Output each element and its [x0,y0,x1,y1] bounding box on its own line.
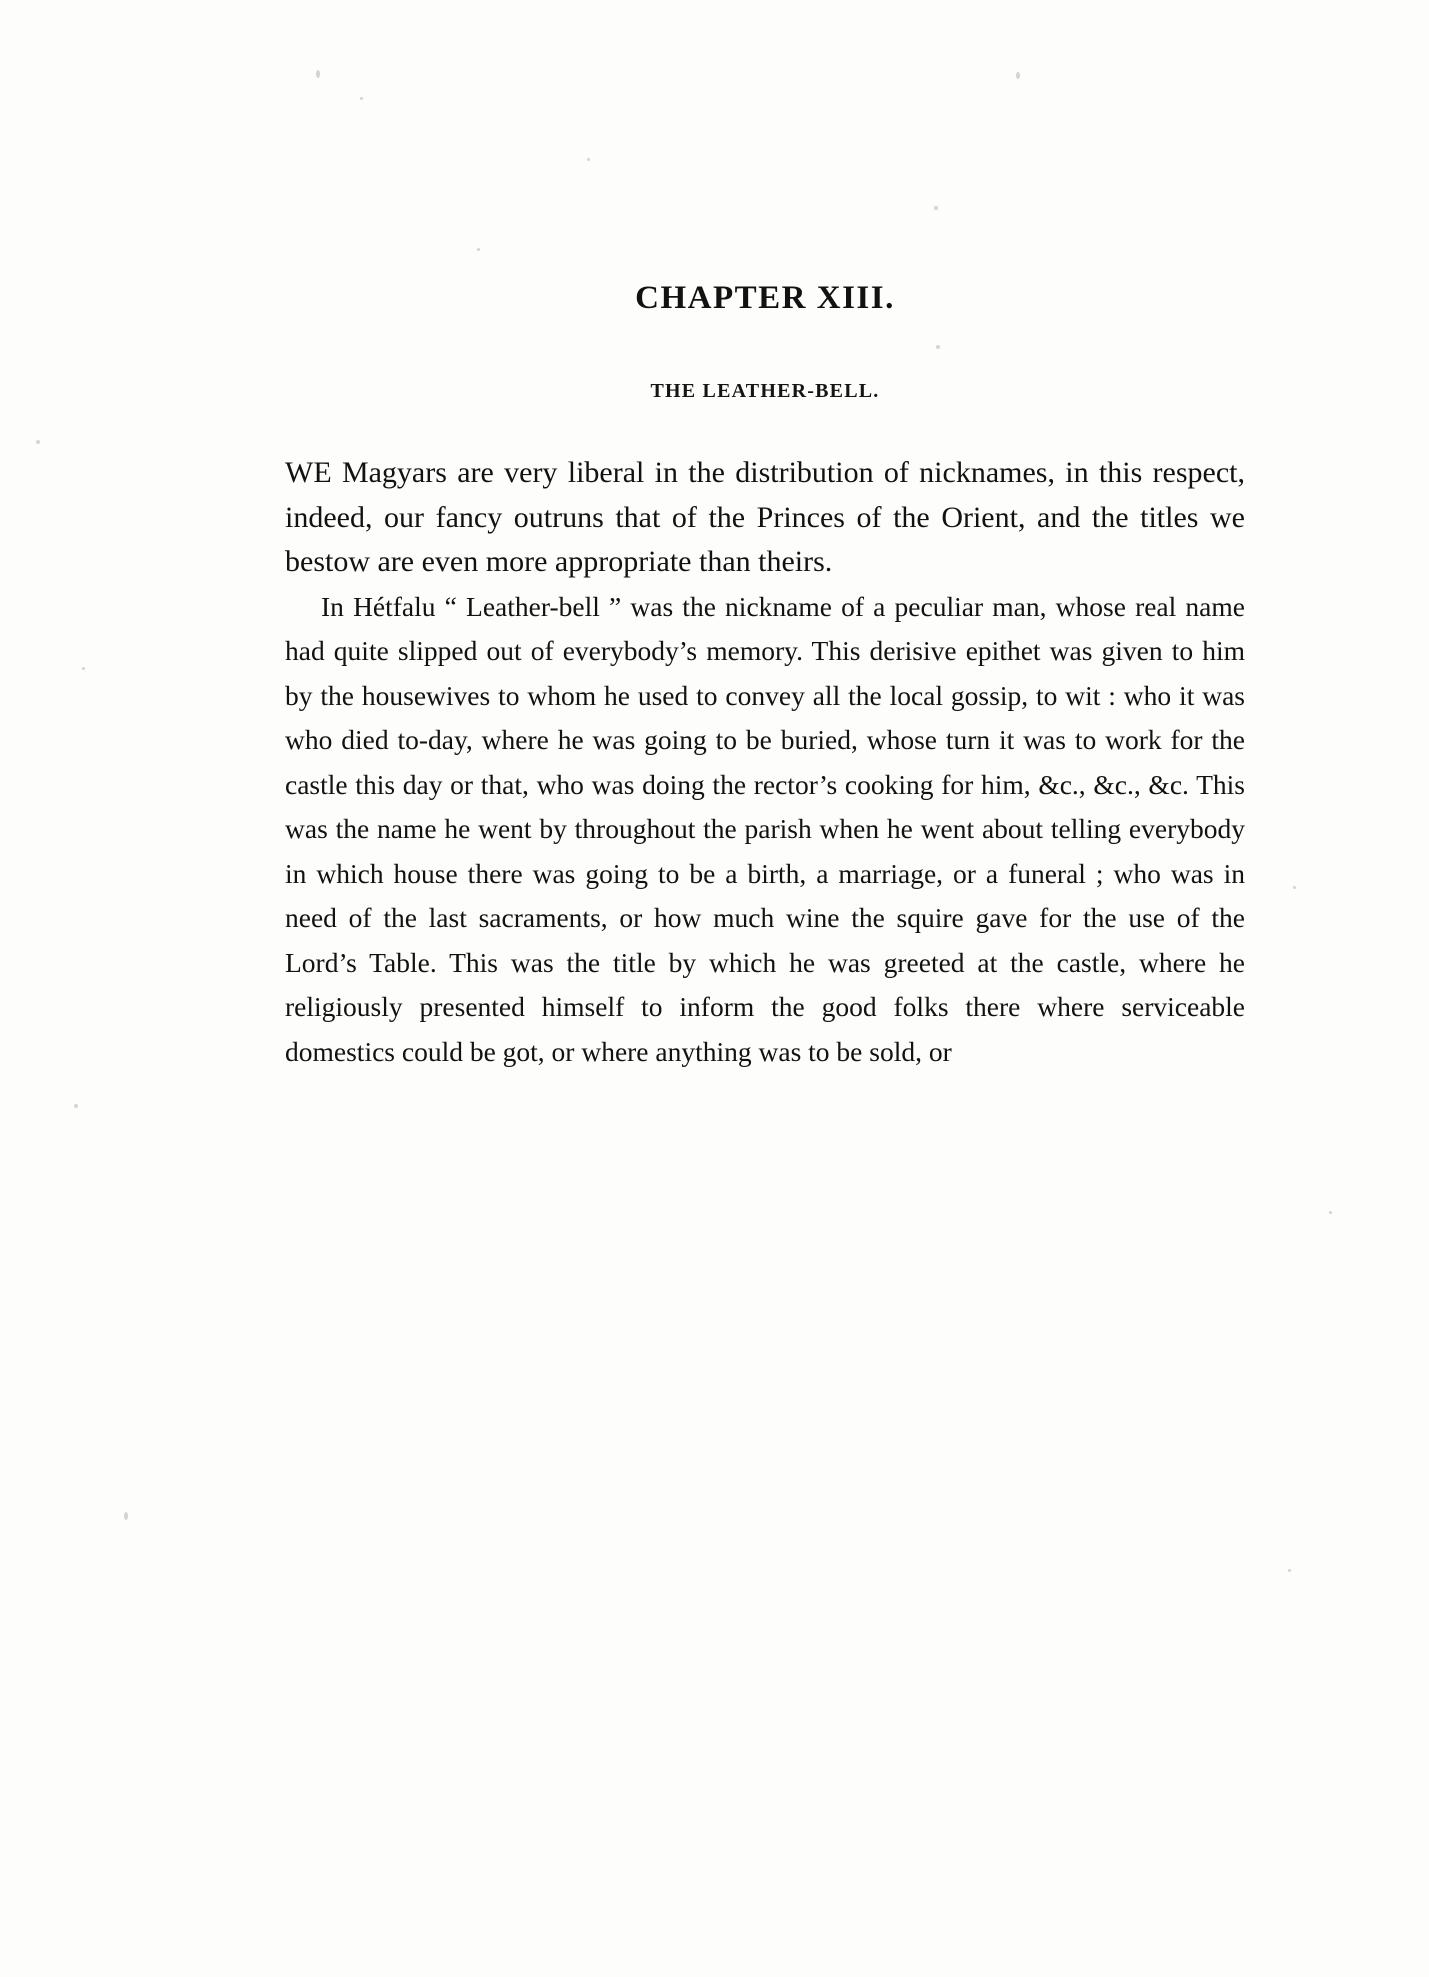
scan-speckle [1288,1569,1291,1572]
scan-speckle [82,667,85,670]
scan-speckle [124,1512,128,1520]
scan-speckle [1293,886,1296,889]
scan-speckle [1016,72,1020,79]
scan-speckle [934,206,938,210]
chapter-title: CHAPTER XIII. [635,280,895,316]
scan-speckle [1329,1211,1332,1214]
scan-speckle [36,440,40,444]
scan-speckle [316,70,320,78]
paragraph-2: In Hétfalu “ Leather-bell ” was the nickname of a peculiar man, whose real name had quite slipped out of everybody’s memory. This derisive epithet was given to him by the housewives to whom he used to convey all the local gossip, to wit : who it was who died to-day, where he was going to be buried, whose turn it was to work for the castle this day or that, who was doing the rector’s cooking for him, &c., &c., &c. This was the name he went by throughout the parish when he went about telling everybody in which house there was going to be a birth, a marriage, or a funeral ; who was in need of the last sacraments, or how much wine the squire gave for the use of the Lord’s Table. This was the title by which he was greeted at the castle, where he religiously presented himself to inform the good folks there where serviceable domestics could be got, or where anything was to be sold, or [285,590,1245,1067]
scan-speckle [74,1104,78,1108]
paragraph-1: WE Magyars are very liberal in the distribution of nicknames, in this respect, indeed, our fancy outruns that of the Princes of the Orient, and the titles we bestow are even more appropriate than theirs. [285,456,1245,578]
scan-speckle [477,248,480,251]
body-text [285,451,1245,1074]
page-content [285,280,1245,1074]
scan-speckle [587,158,590,161]
scan-speckle [360,97,363,100]
section-title: THE LEATHER-BELL. [650,380,880,402]
